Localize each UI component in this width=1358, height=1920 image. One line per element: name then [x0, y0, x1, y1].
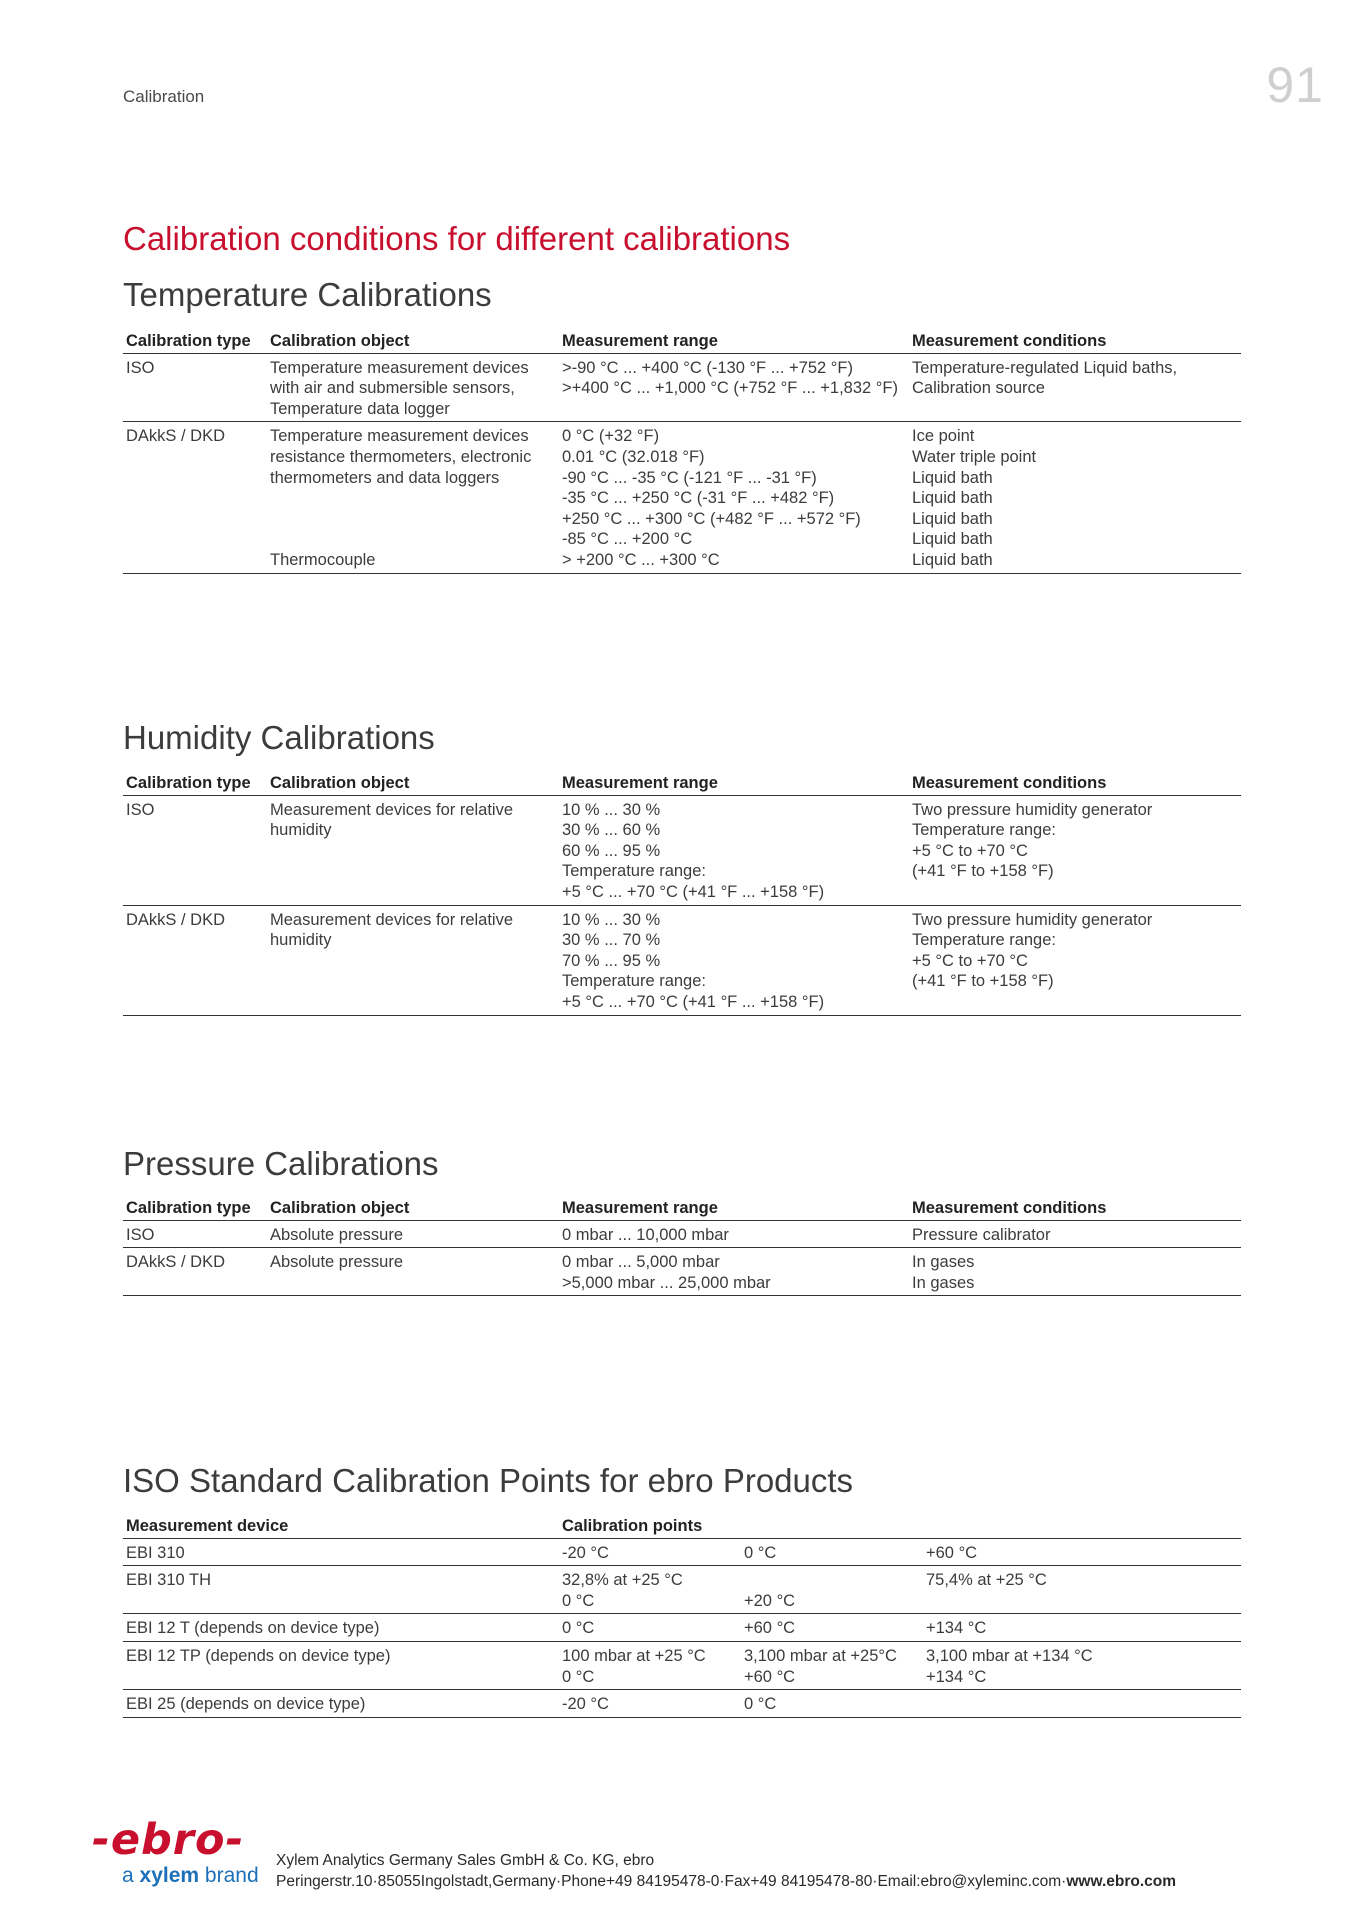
table-header-row: [123, 770, 1241, 795]
cell-line: 0 °C: [562, 1667, 595, 1686]
cell-line: Calibration source: [912, 379, 1045, 398]
cell-line: 10 % ... 30 %: [562, 910, 661, 929]
header-cell: Measurement conditions: [909, 1195, 1241, 1220]
pressure-table: [123, 1195, 1241, 1296]
iso-points-title: ISO Standard Calibration Points for ebro Products: [123, 1462, 854, 1499]
logo-wordmark: -ebro-: [92, 1815, 245, 1865]
calibration-type-cell: DAkkS / DKD: [123, 905, 267, 1015]
cell-line: Measurement devices for relative: [270, 910, 514, 929]
cell-line: -85 °C ... +200 °C: [562, 530, 693, 549]
cell-line: Temperature measurement devices: [270, 427, 529, 446]
temperature-table: [123, 328, 1241, 574]
table-row: [123, 1248, 1241, 1296]
main-title: Calibration conditions for different calibrations: [123, 220, 791, 257]
cell-line: 0 mbar ... 10,000 mbar: [562, 1225, 729, 1244]
cell-line: Liquid bath: [912, 550, 993, 569]
calibration-type-cell: DAkkS / DKD: [123, 1248, 267, 1296]
table-row: [123, 905, 1241, 1015]
device-cell: EBI 310 TH: [123, 1566, 559, 1614]
calibration-point-cell: [923, 1614, 1241, 1642]
footer-text: [276, 1850, 1176, 1892]
cell-line: Temperature measurement devices: [270, 358, 529, 377]
footer-address-line: [276, 1871, 1176, 1892]
calibration-point-cell: [741, 1614, 923, 1642]
cell-line: +5 °C ... +70 °C (+41 °F ... +158 °F): [562, 992, 825, 1011]
xylem-brand-line: [122, 1864, 262, 1888]
table-header-row: [123, 328, 1241, 353]
cell-line: +5 °C ... +70 °C (+41 °F ... +158 °F): [562, 882, 825, 901]
measurement-conditions-cell: [909, 1248, 1241, 1296]
cell-line: +60 °C: [926, 1543, 978, 1562]
measurement-conditions-cell: [909, 905, 1241, 1015]
header-cell: Measurement range: [559, 770, 909, 795]
calibration-point-cell: [559, 1566, 741, 1614]
cell-line: +134 °C: [926, 1619, 987, 1638]
humidity-title: Humidity Calibrations: [123, 719, 435, 756]
calibration-point-cell: [923, 1566, 1241, 1614]
table-row: [123, 1566, 1241, 1614]
cell-line: 0 °C: [744, 1695, 777, 1714]
cell-line: 0 °C: [562, 1619, 595, 1638]
cell-line: +5 °C to +70 °C: [912, 841, 1028, 860]
cell-line: Liquid bath: [912, 489, 993, 508]
calibration-point-cell: [923, 1641, 1241, 1689]
cell-line: 3,100 mbar at +25°C: [744, 1646, 897, 1665]
table-header-row: [123, 1195, 1241, 1220]
cell-line: Absolute pressure: [270, 1225, 403, 1244]
cell-line: +60 °C: [744, 1667, 796, 1686]
calibration-point-cell: [559, 1538, 741, 1566]
footer-address: Peringerstr.10·85055Ingolstadt,Germany·Phone+49 84195478-0·Fax+49 84195478-80·Email:ebro@xyleminc.com·: [276, 1873, 1067, 1890]
table-row: [123, 1538, 1241, 1566]
footer-company: Xylem Analytics Germany Sales GmbH & Co. KG, ebro: [276, 1852, 655, 1869]
table-row: [123, 422, 1241, 573]
measurement-conditions-cell: [909, 353, 1241, 422]
cell-line: Temperature range:: [562, 862, 706, 881]
cell-line: Temperature range:: [912, 821, 1056, 840]
device-cell: EBI 25 (depends on device type): [123, 1690, 559, 1718]
measurement-conditions-cell: [909, 422, 1241, 573]
measurement-range-cell: [559, 422, 909, 573]
cell-line: humidity: [270, 821, 332, 840]
cell-line: +60 °C: [744, 1619, 796, 1638]
cell-line: humidity: [270, 931, 332, 950]
cell-line: -90 °C ... -35 °C (-121 °F ... -31 °F): [562, 468, 817, 487]
cell-line: 30 % ... 60 %: [562, 821, 661, 840]
cell-line: Measurement devices for relative: [270, 800, 514, 819]
cell-line: 10 % ... 30 %: [562, 800, 661, 819]
humidity-table: [123, 770, 1241, 1016]
cell-line: 0 mbar ... 5,000 mbar: [562, 1253, 720, 1272]
calibration-point-cell: [741, 1538, 923, 1566]
table-body: [123, 1220, 1241, 1296]
cell-line: 3,100 mbar at +134 °C: [926, 1646, 1093, 1665]
cell-line: [270, 509, 556, 530]
calibration-object-cell: [267, 1220, 559, 1248]
header-cell: Measurement range: [559, 1195, 909, 1220]
measurement-range-cell: [559, 353, 909, 422]
calibration-point-cell: [559, 1690, 741, 1718]
cell-line: +134 °C: [926, 1667, 987, 1686]
cell-line: thermometers and data loggers: [270, 468, 500, 487]
brand-prefix: a: [122, 1864, 134, 1887]
cell-line: >5,000 mbar ... 25,000 mbar: [562, 1273, 771, 1292]
calibration-point-cell: [923, 1690, 1241, 1718]
table-row: [123, 1641, 1241, 1689]
cell-line: Two pressure humidity generator: [912, 800, 1153, 819]
cell-line: resistance thermometers, electronic: [270, 447, 532, 466]
table-body: [123, 795, 1241, 1015]
temperature-title: Temperature Calibrations: [123, 276, 492, 313]
cell-line: Water triple point: [912, 447, 1037, 466]
calibration-object-cell: [267, 795, 559, 905]
calibration-point-cell: [741, 1690, 923, 1718]
calibration-point-cell: [559, 1641, 741, 1689]
calibration-object-cell: [267, 905, 559, 1015]
header-cell: Calibration type: [123, 1195, 267, 1220]
cell-line: >-90 °C ... +400 °C (-130 °F ... +752 °F): [562, 358, 853, 377]
table-body: [123, 1538, 1241, 1717]
cell-line: -20 °C: [562, 1695, 609, 1714]
cell-line: (+41 °F to +158 °F): [912, 862, 1054, 881]
cell-line: -20 °C: [562, 1543, 609, 1562]
cell-line: Temperature range:: [562, 972, 706, 991]
table-row: [123, 795, 1241, 905]
cell-line: 60 % ... 95 %: [562, 841, 661, 860]
calibration-type-cell: ISO: [123, 795, 267, 905]
cell-line: >+400 °C ... +1,000 °C (+752 °F ... +1,832 °F): [562, 379, 898, 398]
measurement-conditions-cell: [909, 795, 1241, 905]
calibration-point-cell: [923, 1538, 1241, 1566]
device-cell: EBI 12 TP (depends on device type): [123, 1641, 559, 1689]
calibration-type-cell: ISO: [123, 1220, 267, 1248]
cell-line: Ice point: [912, 427, 975, 446]
measurement-conditions-cell: [909, 1220, 1241, 1248]
device-cell: EBI 310: [123, 1538, 559, 1566]
pressure-title: Pressure Calibrations: [123, 1145, 439, 1182]
cell-line: 100 mbar at +25 °C: [562, 1646, 706, 1665]
header-cell: Measurement conditions: [909, 328, 1241, 353]
cell-line: (+41 °F to +158 °F): [912, 972, 1054, 991]
cell-line: [270, 529, 556, 550]
table-row: [123, 353, 1241, 422]
header-cell: Calibration object: [267, 770, 559, 795]
cell-line: Thermocouple: [270, 550, 376, 569]
table-row: [123, 1690, 1241, 1718]
cell-line: 70 % ... 95 %: [562, 951, 661, 970]
cell-line: [270, 488, 556, 509]
header-cell: Measurement conditions: [909, 770, 1241, 795]
header-cell: Calibration type: [123, 328, 267, 353]
header-cell: Calibration points: [559, 1513, 1241, 1538]
cell-line: 0 °C: [562, 1591, 595, 1610]
cell-line: Pressure calibrator: [912, 1225, 1051, 1244]
cell-line: with air and submersible sensors,: [270, 379, 515, 398]
cell-line: 0 °C (+32 °F): [562, 427, 660, 446]
cell-line: In gases: [912, 1273, 975, 1292]
measurement-range-cell: [559, 795, 909, 905]
cell-line: 0.01 °C (32.018 °F): [562, 447, 705, 466]
ebro-logo: [92, 1815, 262, 1888]
footer-website[interactable]: www.ebro.com: [1066, 1873, 1177, 1890]
cell-line: 0 °C: [744, 1543, 777, 1562]
header-cell: Calibration object: [267, 1195, 559, 1220]
calibration-object-cell: [267, 353, 559, 422]
brand-name: xylem: [139, 1864, 200, 1887]
iso-points-table: [123, 1513, 1241, 1718]
cell-line: +20 °C: [744, 1591, 796, 1610]
calibration-point-cell: [741, 1566, 923, 1614]
cell-line: 30 % ... 70 %: [562, 931, 661, 950]
cell-line: Two pressure humidity generator: [912, 910, 1153, 929]
running-head: Calibration: [123, 87, 205, 106]
calibration-object-cell: [267, 422, 559, 573]
table-header-row: [123, 1513, 1241, 1538]
calibration-type-cell: DAkkS / DKD: [123, 422, 267, 573]
header-cell: Calibration object: [267, 328, 559, 353]
calibration-object-cell: [267, 1248, 559, 1296]
table-body: [123, 353, 1241, 573]
device-cell: EBI 12 T (depends on device type): [123, 1614, 559, 1642]
cell-line: 75,4% at +25 °C: [926, 1571, 1047, 1590]
measurement-range-cell: [559, 1248, 909, 1296]
page-number: 91: [1266, 57, 1324, 113]
cell-line: Temperature-regulated Liquid baths,: [912, 358, 1178, 377]
measurement-range-cell: [559, 905, 909, 1015]
calibration-point-cell: [559, 1614, 741, 1642]
cell-line: > +200 °C ... +300 °C: [562, 550, 720, 569]
brand-suffix: brand: [204, 1864, 259, 1887]
header-cell: Measurement device: [123, 1513, 559, 1538]
table-row: [123, 1220, 1241, 1248]
cell-line: In gases: [912, 1253, 975, 1272]
cell-line: -35 °C ... +250 °C (-31 °F ... +482 °F): [562, 489, 835, 508]
header-cell: Calibration type: [123, 770, 267, 795]
table-row: [123, 1614, 1241, 1642]
cell-line: 32,8% at +25 °C: [562, 1571, 683, 1590]
cell-line: +250 °C ... +300 °C (+482 °F ... +572 °F): [562, 509, 861, 528]
calibration-point-cell: [741, 1641, 923, 1689]
cell-line: Liquid bath: [912, 468, 993, 487]
cell-line: Temperature data logger: [270, 399, 450, 418]
calibration-type-cell: ISO: [123, 353, 267, 422]
cell-line: [744, 1570, 920, 1591]
measurement-range-cell: [559, 1220, 909, 1248]
cell-line: Absolute pressure: [270, 1253, 403, 1272]
cell-line: +5 °C to +70 °C: [912, 951, 1028, 970]
cell-line: Liquid bath: [912, 530, 993, 549]
header-cell: Measurement range: [559, 328, 909, 353]
cell-line: Temperature range:: [912, 931, 1056, 950]
cell-line: Liquid bath: [912, 509, 993, 528]
